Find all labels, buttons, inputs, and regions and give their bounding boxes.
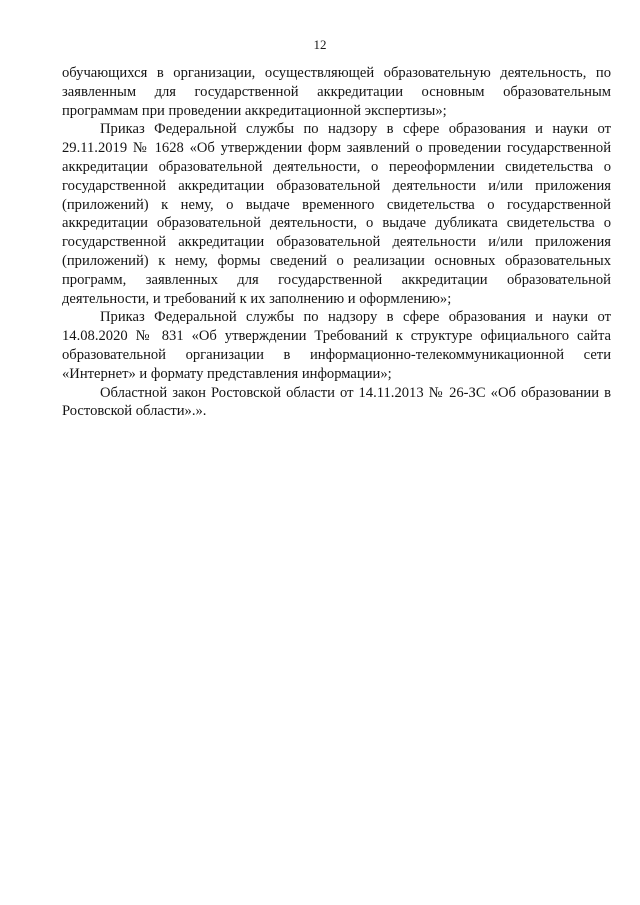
document-body bbox=[62, 64, 611, 421]
paragraph-order-1628: Приказ Федеральной службы по надзору в сфере образования и науки от 29.11.2019 № 1628 «Об утверждении форм заявлений о проведении государственной аккредитации образовательной деятельности, о переоформлении свидетельства о государственной аккредитации образовательной деятельности и/или приложения (приложений) к нему, о выдаче временного свидетельства о государственной аккредитации образовательной деятельности, о выдаче дубликата свидетельства о государственной аккредитации образовательной деятельности и/или приложения (приложений) к нему, формы сведений о реализации основных образовательных программ, заявленных для государственной аккредитации образовательной деятельности, и требований к их заполнению и оформлению»; bbox=[62, 121, 611, 307]
paragraph-regional-law: Областной закон Ростовской области от 14.11.2013 № 26-ЗС «Об образовании в Ростовской области».». bbox=[62, 384, 611, 420]
paragraph-order-831: Приказ Федеральной службы по надзору в сфере образования и науки от 14.08.2020 № 831 «Об утверждении Требований к структуре официального сайта образовательной организации в информационно-телекоммуникационной сети «Интернет» и формату представления информации»; bbox=[62, 309, 611, 382]
paragraph-continuation: обучающихся в организации, осуществляющей образовательную деятельность, по заявленным для государственной аккредитации основным образовательным программам при проведении аккредитационной экспертизы»; bbox=[62, 65, 611, 119]
page-number: 12 bbox=[313, 37, 327, 52]
